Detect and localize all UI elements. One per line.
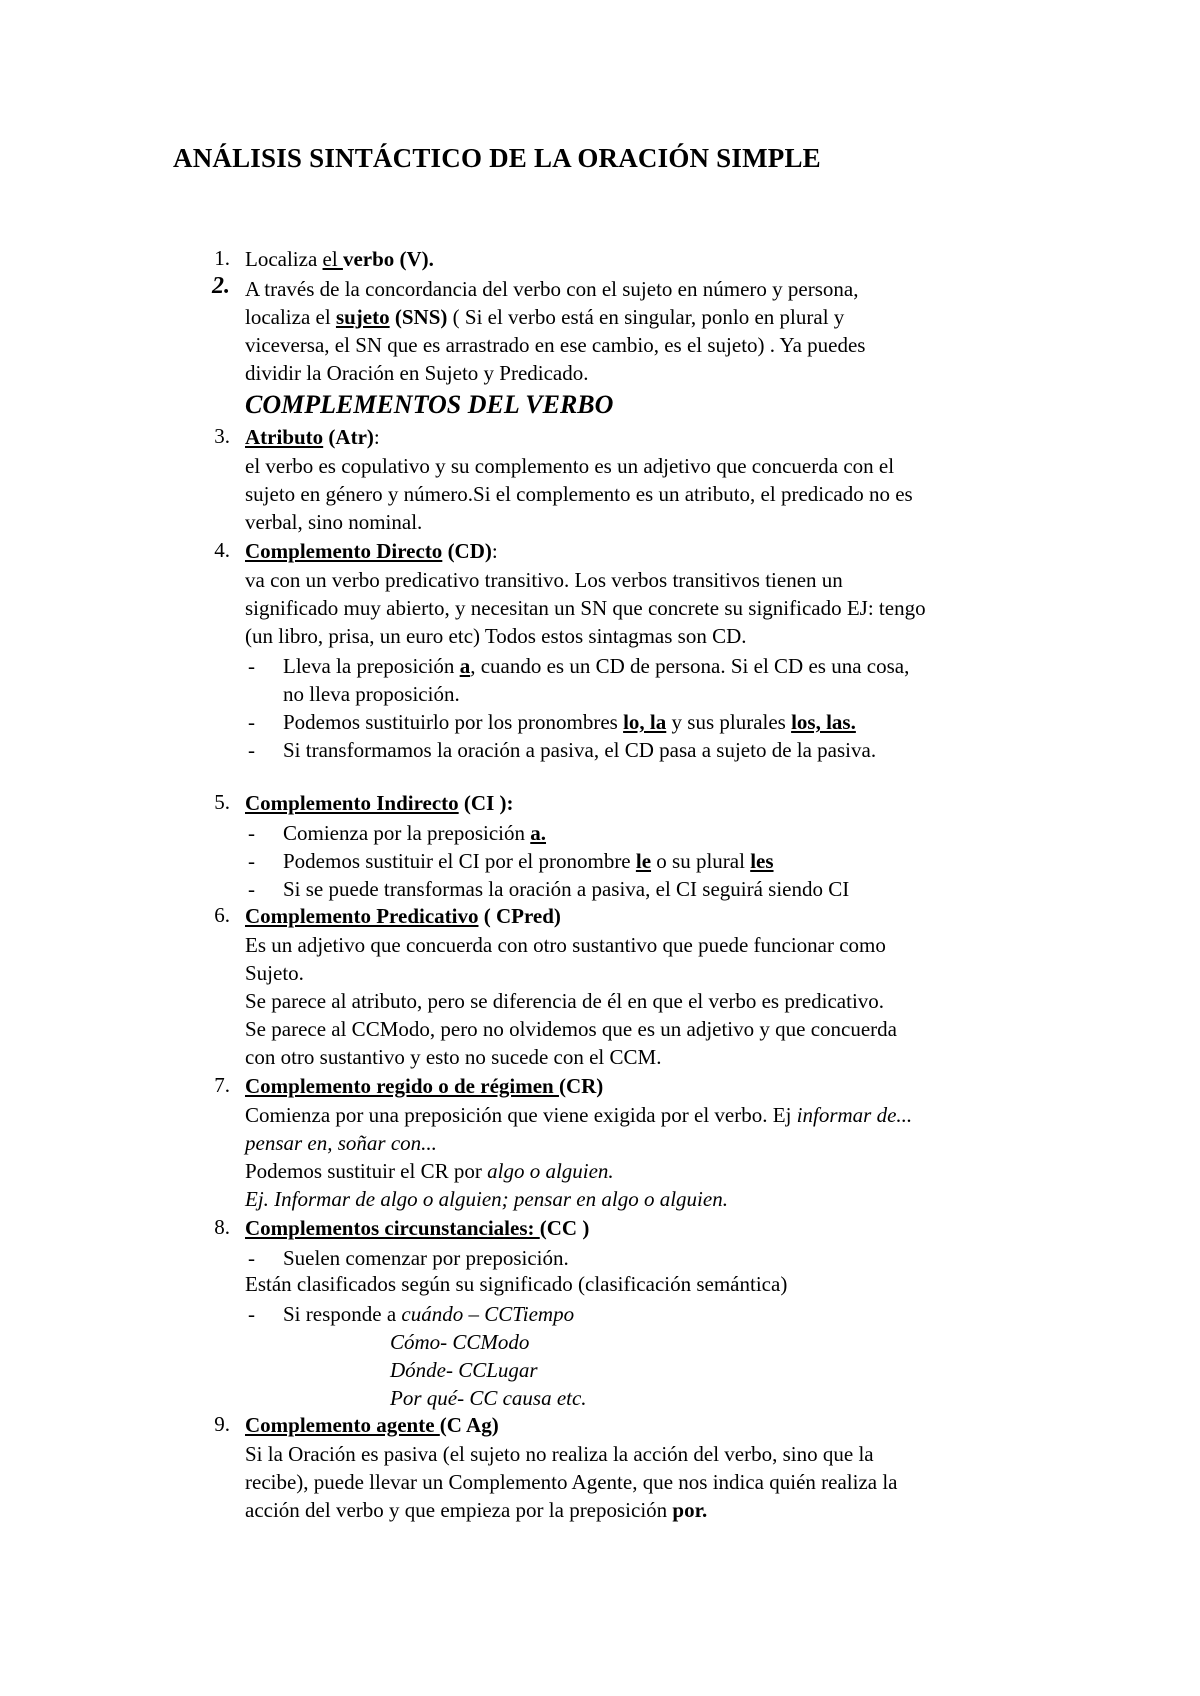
- item-number-8: 8.: [214, 1215, 230, 1239]
- bold-underlined-term: le: [635, 849, 652, 873]
- item-7-line-2: pensar en, soñar con...: [245, 1131, 437, 1155]
- item-3-line-3: verbal, sino nominal.: [245, 510, 423, 534]
- item-number-9: 9.: [214, 1412, 230, 1436]
- item-3-heading: [245, 427, 380, 448]
- item-6-line-5: con otro sustantivo y esto no sucede con el CCM.: [245, 1045, 662, 1069]
- item-8-bullet-1: Suelen comenzar por preposición.: [283, 1246, 569, 1270]
- item-6-line-1: Es un adjetivo que concuerda con otro sustantivo que puede funcionar como: [245, 933, 886, 957]
- text-span: Si responde a: [283, 1302, 402, 1326]
- bullet-dash: -: [248, 1302, 255, 1326]
- item-3-line-1: el verbo es copulativo y su complemento es un adjetivo que concuerda con el: [245, 454, 895, 478]
- item-1-text: [245, 249, 434, 270]
- item-7-line-3: [245, 1161, 614, 1182]
- bold-underlined-term: Complemento Predicativo: [245, 904, 479, 928]
- item-4-line-1: va con un verbo predicativo transitivo. Los verbos transitivos tienen un: [245, 568, 843, 592]
- item-9-line-3: [245, 1500, 707, 1521]
- bold-underlined-term: Complemento agente: [245, 1413, 440, 1437]
- item-6-line-2: Sujeto.: [245, 961, 304, 985]
- item-2-line-2: [245, 307, 844, 328]
- item-3-line-2: sujeto en género y número.Si el complemento es un atributo, el predicado no es: [245, 482, 913, 506]
- bullet-dash: -: [248, 654, 255, 678]
- page-title: ANÁLISIS SINTÁCTICO DE LA ORACIÓN SIMPLE: [173, 143, 821, 173]
- italic-text: informar de...: [796, 1103, 913, 1127]
- bold-text: (C Ag): [439, 1413, 499, 1437]
- text-span: Lleva la preposición: [283, 654, 460, 678]
- item-8-line-1: Están clasificados según su significado (clasificación semántica): [245, 1272, 788, 1296]
- item-6-line-3: Se parece al atributo, pero se diferencia de él en que el verbo es predicativo.: [245, 989, 885, 1013]
- item-4-bullet-1: [283, 654, 909, 679]
- bold-underlined-term: Atributo: [245, 425, 324, 449]
- text-span: ( Si el verbo está en singular, ponlo en plural y: [447, 305, 845, 329]
- bold-text: por.: [672, 1498, 708, 1522]
- item-number-3: 3.: [214, 424, 230, 448]
- item-8-class-2: Dónde- CCLugar: [390, 1358, 538, 1382]
- text-span: Comienza por una preposición que viene exigida por el verbo. Ej: [245, 1103, 797, 1127]
- bold-underlined-term: les: [750, 849, 774, 873]
- bold-underlined-term: Complemento regido o de régimen: [245, 1074, 559, 1098]
- item-2-line-1: A través de la concordancia del verbo con el sujeto en número y persona,: [245, 277, 859, 301]
- item-5-bullet-1: [283, 821, 546, 846]
- text-span: o su plural: [651, 849, 751, 873]
- text-span: :: [373, 425, 380, 449]
- item-9-line-2: recibe), puede llevar un Complemento Agente, que nos indica quién realiza la: [245, 1470, 898, 1494]
- item-7-line-1: [245, 1105, 912, 1126]
- bold-underlined-term: los, las.: [791, 710, 856, 734]
- bold-text: (V).: [394, 247, 434, 271]
- text-span: Podemos sustituirlo por los pronombres: [283, 710, 624, 734]
- item-number-5: 5.: [214, 790, 230, 814]
- bold-underlined-term: a: [459, 654, 471, 678]
- item-5-heading: [245, 793, 514, 814]
- bold-text: verbo: [342, 247, 395, 271]
- bold-underlined-term: lo, la: [623, 710, 667, 734]
- bold-underlined-term: Complementos circunstanciales:: [245, 1216, 540, 1240]
- item-7-line-4: Ej. Informar de algo o alguien; pensar en algo o alguien.: [245, 1187, 728, 1211]
- bold-underlined-term: Complemento Directo: [245, 539, 443, 563]
- item-2-line-4: dividir la Oración en Sujeto y Predicado.: [245, 361, 589, 385]
- item-9-line-1: Si la Oración es pasiva (el sujeto no realiza la acción del verbo, sino que la: [245, 1442, 874, 1466]
- text-span: localiza el: [245, 305, 336, 329]
- text-span: acción del verbo y que empieza por la preposición: [245, 1498, 673, 1522]
- item-8-heading: [245, 1218, 589, 1239]
- text-span: Comienza por la preposición: [283, 821, 531, 845]
- bold-text: (CR): [558, 1074, 604, 1098]
- item-8-class-1: Cómo- CCModo: [390, 1330, 530, 1354]
- bold-text: (SNS): [389, 305, 448, 329]
- bullet-dash: -: [248, 821, 255, 845]
- item-6-line-4: Se parece al CCModo, pero no olvidemos que es un adjetivo y que concuerda: [245, 1017, 897, 1041]
- item-4-heading: [245, 541, 498, 562]
- item-9-heading: [245, 1415, 499, 1436]
- item-8-bullet-2: [283, 1302, 574, 1327]
- italic-text: cuándo – CCTiempo: [401, 1302, 575, 1326]
- item-4-bullet-3: Si transformamos la oración a pasiva, el CD pasa a sujeto de la pasiva.: [283, 738, 877, 762]
- item-4-line-3: (un libro, prisa, un euro etc) Todos estos sintagmas son CD.: [245, 624, 747, 648]
- text-span: :: [491, 539, 498, 563]
- item-6-heading: [245, 906, 561, 927]
- item-5-bullet-2: [283, 849, 774, 874]
- item-7-heading: [245, 1076, 603, 1097]
- item-4-bullet-2: [283, 710, 856, 735]
- bold-text: (CD): [442, 539, 492, 563]
- item-5-bullet-3: Si se puede transformas la oración a pasiva, el CI seguirá siendo CI: [283, 877, 850, 901]
- item-number-7: 7.: [214, 1073, 230, 1097]
- bullet-dash: -: [248, 1246, 255, 1270]
- bold-underlined-term: sujeto: [335, 305, 390, 329]
- bold-underlined-term: Complemento Indirecto: [245, 791, 459, 815]
- item-number-1: 1.: [214, 246, 230, 270]
- bullet-dash: -: [248, 877, 255, 901]
- section-heading: COMPLEMENTOS DEL VERBO: [245, 390, 614, 419]
- text-span: y sus plurales: [666, 710, 792, 734]
- bullet-dash: -: [248, 710, 255, 734]
- bold-underlined-term: a.: [530, 821, 547, 845]
- item-number-4: 4.: [214, 538, 230, 562]
- italic-text: algo o alguien.: [487, 1159, 614, 1183]
- bullet-dash: -: [248, 849, 255, 873]
- item-4-bullet-1-cont: no lleva proposición.: [283, 682, 460, 706]
- item-2-line-3: viceversa, el SN que es arrastrado en ese cambio, es el sujeto) . Ya puedes: [245, 333, 866, 357]
- text-span: , cuando es un CD de persona. Si el CD es una cosa,: [470, 654, 910, 678]
- item-8-class-3: Por qué- CC causa etc.: [390, 1386, 587, 1410]
- text-span: Podemos sustituir el CI por el pronombre: [283, 849, 636, 873]
- underlined-text: el: [322, 247, 343, 271]
- text-span: Localiza: [245, 247, 323, 271]
- item-4-line-2: significado muy abierto, y necesitan un SN que concrete su significado EJ: tengo: [245, 596, 926, 620]
- bold-text: ( CPred): [478, 904, 561, 928]
- bold-text: (Atr): [323, 425, 374, 449]
- text-span: Podemos sustituir el CR por: [245, 1159, 488, 1183]
- bullet-dash: -: [248, 738, 255, 762]
- bold-text: (CC ): [539, 1216, 590, 1240]
- item-number-2: 2.: [212, 273, 230, 299]
- item-number-6: 6.: [214, 903, 230, 927]
- bold-text: (CI ):: [458, 791, 514, 815]
